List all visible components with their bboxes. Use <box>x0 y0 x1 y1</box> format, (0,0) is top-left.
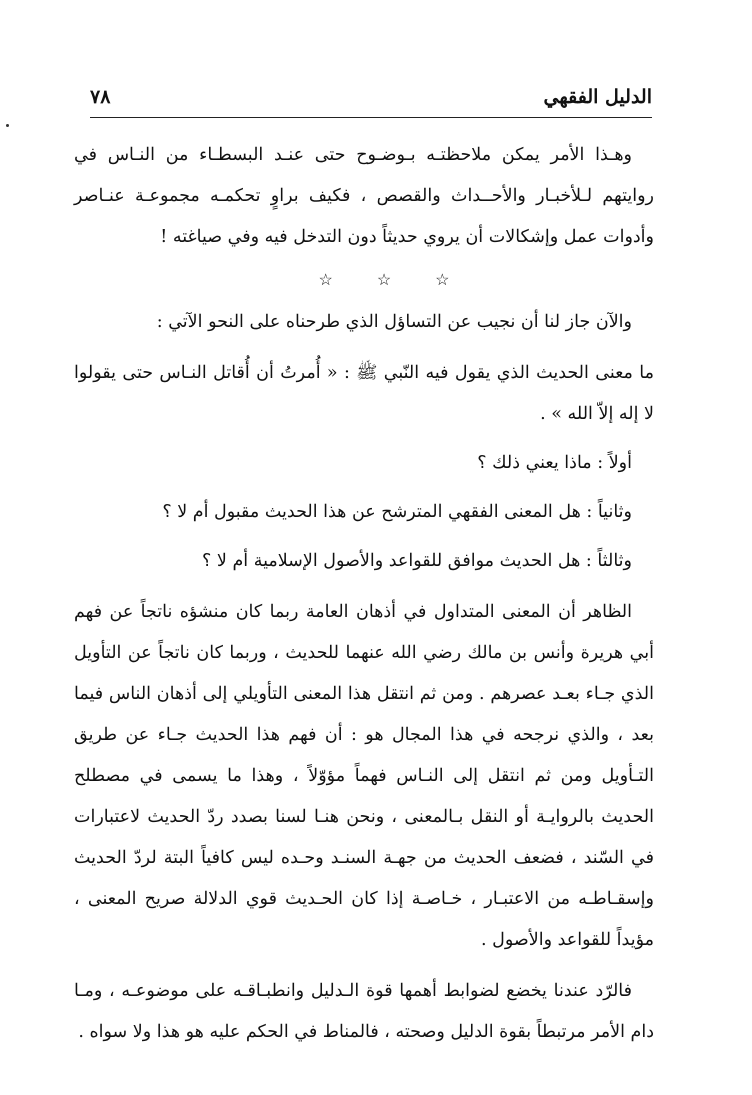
star-icon: ☆ <box>376 270 392 289</box>
question-2: وثانياً : هل المعنى الفقهي المترشح عن هذا الحديث مقبول أم لا ؟ <box>162 502 632 522</box>
star-icon: ☆ <box>318 270 333 289</box>
paragraph-1: وهـذا الأمر يمكن ملاحظتـه بـوضـوح حتى عنـد البسطـاء من النـاس في روايتهم لـلأخبـار والأحــداث والقصص ، فكيف براوٍ تحكمـه مجموعـة عنـاصر وأدوات عمل وإشكالات أن يروي حديثاً دون التدخل فيه وفي صياغته ! <box>74 145 654 247</box>
page-body <box>74 135 654 1053</box>
paragraph-3-hadith: ما معنى الحديث الذي يقول فيه النّبي ﷺ : « أُمرتُ أن أُقاتل النـاس حتى يقولوا لا إله إلاّ الله » . <box>74 363 654 424</box>
paragraph-5: فالرّد عندنا يخضع لضوابط أهمها قوة الـدليل وانطبـاقـه على موضوعـه ، ومـا دام الأمر مرتبطاً بقوة الدليل وصحته ، فالمناط في الحكم عليه هو هذا ولا سواه . <box>74 981 654 1042</box>
section-separator <box>74 262 654 298</box>
question-1: أولاً : ماذا يعني ذلك ؟ <box>477 453 632 473</box>
page-header <box>90 82 652 116</box>
page-number: ٧٨ <box>90 86 111 108</box>
question-3: وثالثاً : هل الحديث موافق للقواعد والأصول الإسلامية أم لا ؟ <box>202 551 632 571</box>
margin-mark <box>6 124 9 127</box>
paragraph-2: والآن جاز لنا أن نجيب عن التساؤل الذي طرحناه على النحو الآتي : <box>156 312 632 332</box>
paragraph-4: الظاهر أن المعنى المتداول في أذهان العامة ربما كان منشؤه ناتجاً عن فهم أبي هريرة وأنس بن مالك رضي الله عنهما للحديث ، وربما كان ناتجاً عن التأويل الذي جـاء بعـد عصرهم . ومن ثم انتقل هذا المعنى التأويلي إلى أذهان الناس فيما بعد ، والذي نرجحه في هذا المجال هو : أن فهم هذا الحديث جـاء عن طريق التـأويل ومن ثم انتقل إلى النـاس فهماً مؤوّلاً ، وهذا ما يسمى في مصطلح الحديث بالروايـة أو النقل بـالمعنى ، ونحن هنـا لسنا بصدد ردّ الحديث لاعتبارات في السّند ، فضعف الحديث من جهـة السنـد وحـده ليس كافياً البتة لردّ الحديث وإسقـاطـه من الاعتبـار ، خـاصـة إذا كان الحـديث قوي الدلالة صريح المعنى ، مؤيداً للقواعد والأصول . <box>74 602 654 950</box>
running-title: الدليل الفقهي <box>543 86 652 108</box>
star-icon: ☆ <box>435 270 450 289</box>
header-rule <box>90 117 652 118</box>
